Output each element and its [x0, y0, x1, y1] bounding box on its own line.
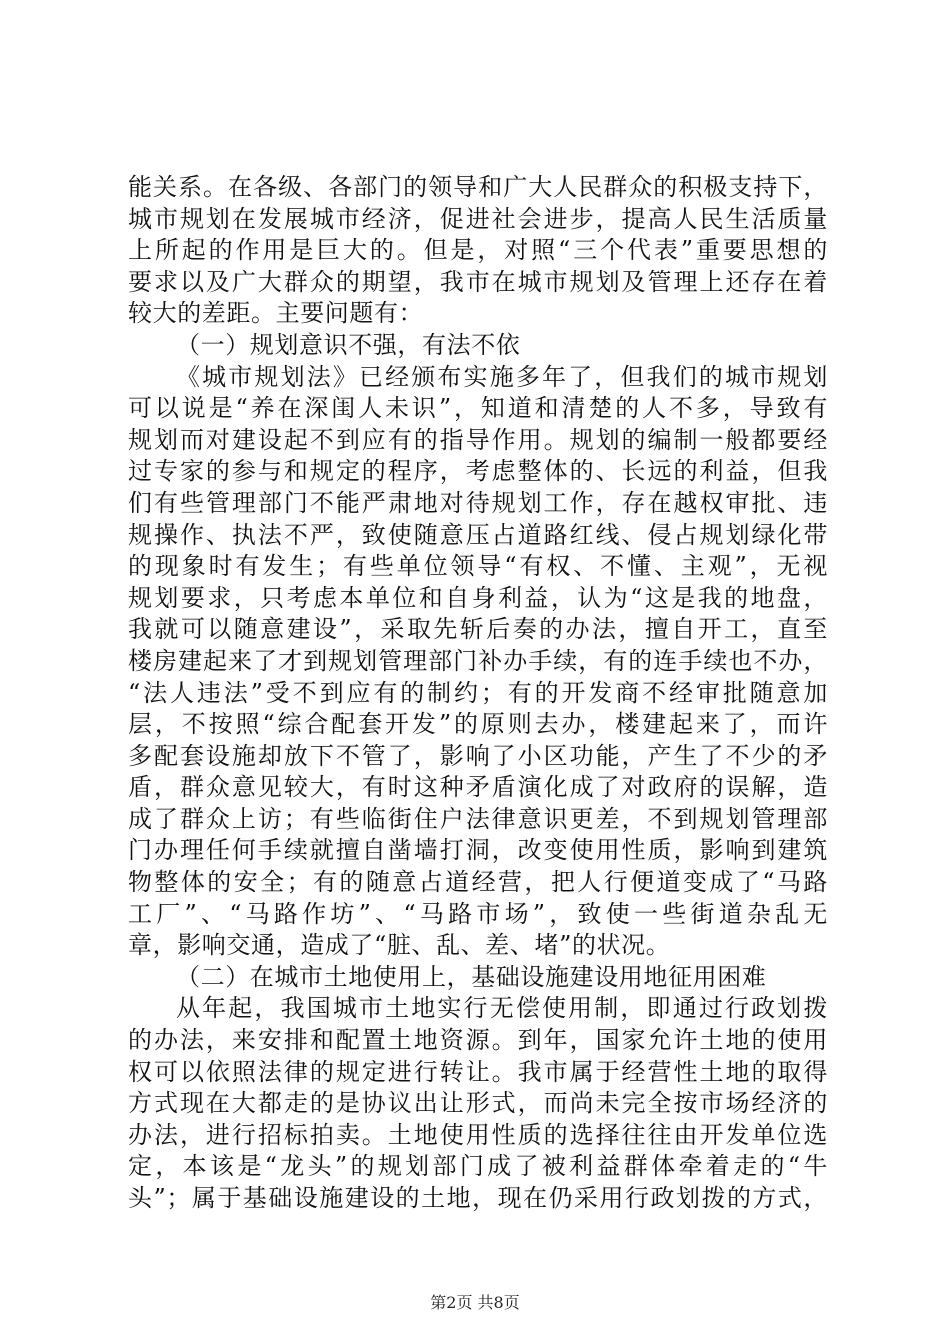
- text-line: 的现象时有发生；有些单位领导“有权、不懂、主观”，无视: [128, 552, 828, 581]
- text-line: 上所起的作用是巨大的。但是，对照“三个代表”重要思想的: [128, 236, 828, 265]
- text-line: 城市规划在发展城市经济，促进社会进步，提高人民生活质量: [128, 204, 828, 233]
- text-line: 的办法，来安排和配置土地资源。到年，国家允许土地的使用: [128, 1026, 828, 1055]
- document-body: [128, 172, 828, 1215]
- text-line: 楼房建起来了才到规划管理部门补办手续，有的连手续也不办，: [128, 646, 828, 675]
- text-line: 办法，进行招标拍卖。土地使用性质的选择往往由开发单位选: [128, 1120, 828, 1149]
- text-line: （一）规划意识不强，有法不依: [176, 330, 521, 359]
- text-line: （二）在城市土地使用上，基础设施建设用地征用困难: [176, 962, 767, 991]
- text-line: 工厂”、“马路作坊”、“马路市场”，致使一些街道杂乱无: [128, 899, 828, 928]
- text-line: 要求以及广大群众的期望，我市在城市规划及管理上还存在着: [128, 267, 828, 296]
- text-line: 多配套设施却放下不管了，影响了小区功能，产生了不少的矛: [128, 741, 828, 770]
- text-line: 我就可以随意建设”，采取先斩后奏的办法，擅自开工，直至: [128, 615, 828, 644]
- page-footer: 第2页 共8页: [430, 1293, 520, 1312]
- text-line: 盾，群众意见较大，有时这种矛盾演化成了对政府的误解，造: [128, 773, 828, 802]
- text-line: 们有些管理部门不能严肃地对待规划工作，存在越权审批、违: [128, 488, 828, 517]
- text-line: 较大的差距。主要问题有：: [128, 299, 424, 328]
- text-line: 《城市规划法》已经颁布实施多年了，但我们的城市规划: [176, 362, 828, 391]
- text-line: 定，本该是“龙头”的规划部门成了被利益群体牵着走的“牛: [128, 1152, 828, 1181]
- text-line: “法人违法”受不到应有的制约；有的开发商不经审批随意加: [128, 678, 828, 707]
- text-line: 规划而对建设起不到应有的指导作用。规划的编制一般都要经: [128, 425, 828, 454]
- text-line: 方式现在大都走的是协议出让形式，而尚未完全按市场经济的: [128, 1089, 828, 1118]
- text-line: 层，不按照“综合配套开发”的原则去办，楼建起来了，而许: [128, 710, 828, 739]
- text-line: 能关系。在各级、各部门的领导和广大人民群众的积极支持下，: [128, 173, 828, 201]
- text-line: 权可以依照法律的规定进行转让。我市属于经营性土地的取得: [128, 1057, 828, 1086]
- text-line: 可以说是“养在深闺人未识”，知道和清楚的人不多，导致有: [128, 394, 828, 423]
- text-line: 从年起，我国城市土地实行无偿使用制，即通过行政划拨: [176, 994, 828, 1023]
- text-line: 过专家的参与和规定的程序，考虑整体的、长远的利益，但我: [128, 457, 828, 486]
- text-line: 规划要求，只考虑本单位和自身利益，认为“这是我的地盘，: [128, 583, 828, 612]
- text-line: 物整体的安全；有的随意占道经营，把人行便道变成了“马路: [128, 868, 828, 897]
- text-line: 规操作、执法不严，致使随意压占道路红线、侵占规划绿化带: [128, 520, 828, 549]
- text-line: 章，影响交通，造成了“脏、乱、差、堵”的状况。: [128, 931, 671, 960]
- text-line: 门办理任何手续就擅自凿墙打洞，改变使用性质，影响到建筑: [128, 836, 828, 865]
- text-line: 头”；属于基础设施建设的土地，现在仍采用行政划拨的方式，: [128, 1184, 828, 1212]
- text-line: 成了群众上访；有些临街住户法律意识更差，不到规划管理部: [128, 804, 828, 833]
